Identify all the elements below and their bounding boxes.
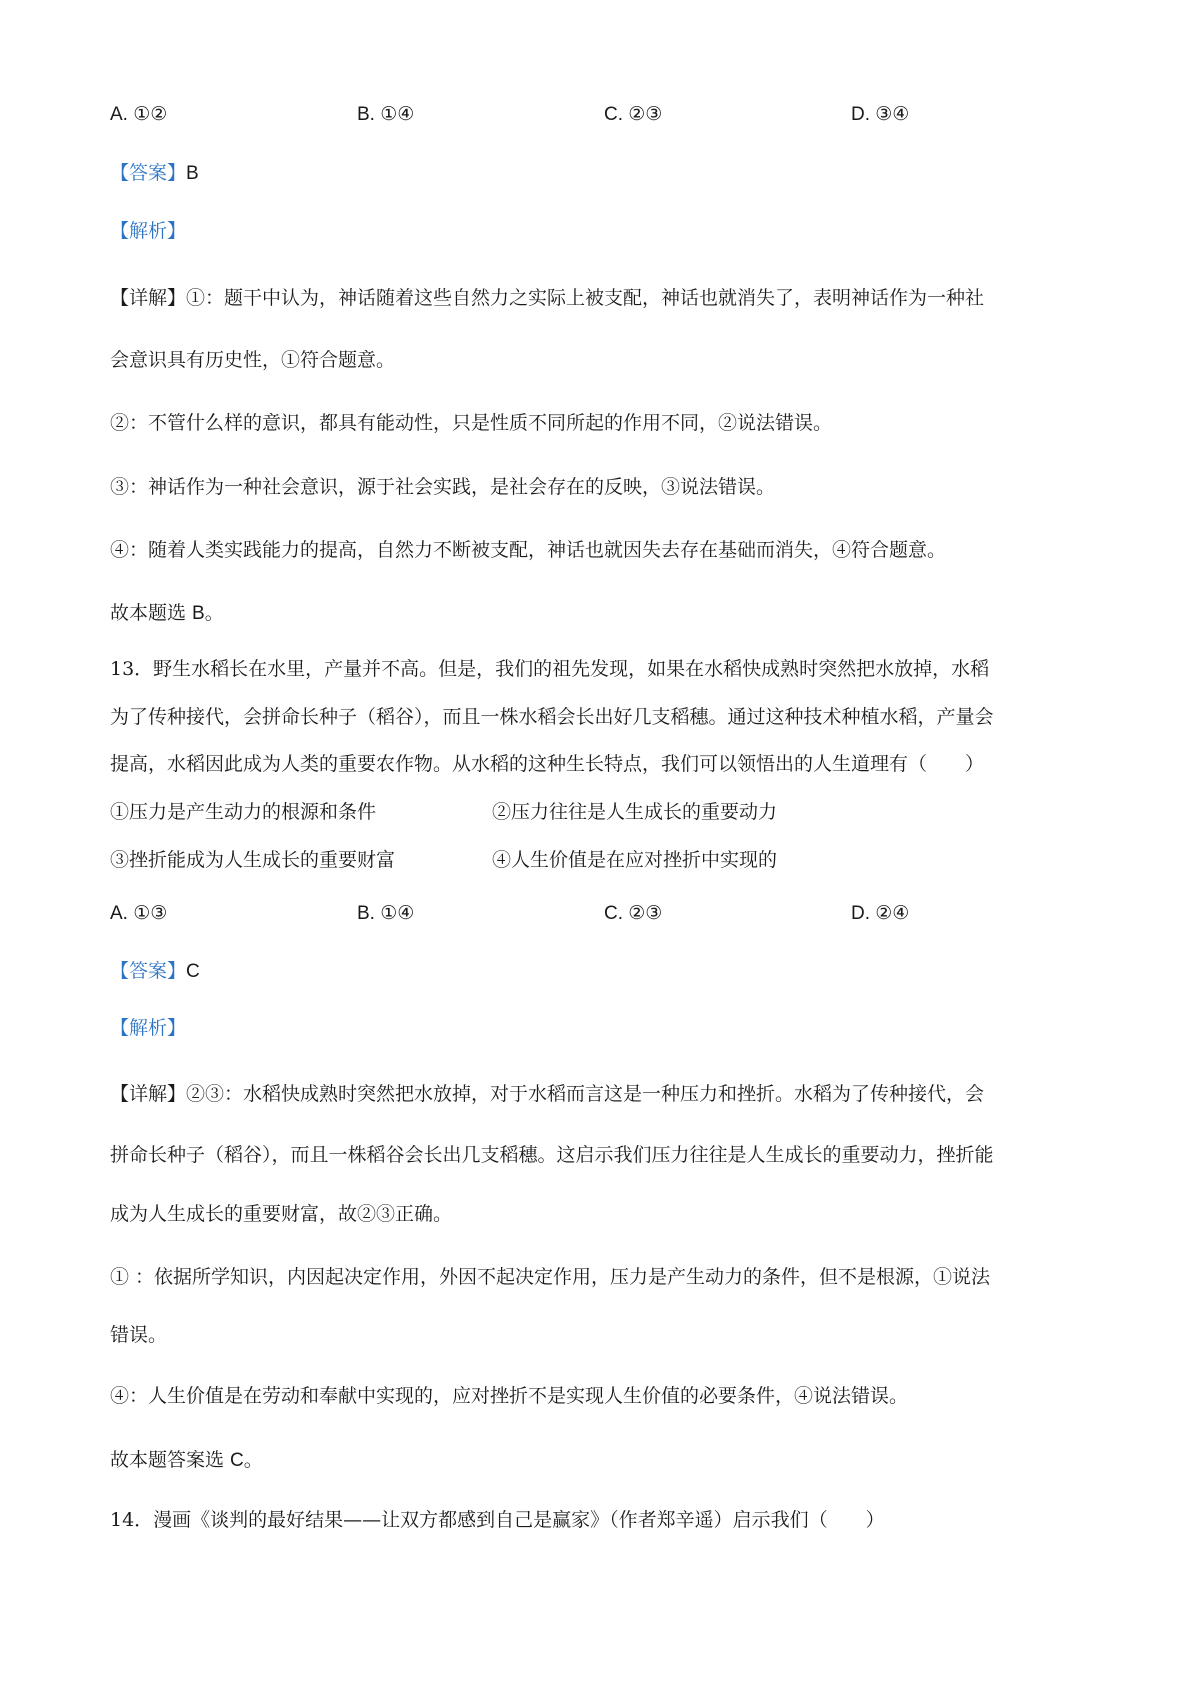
conclusion-text: 故本题答案选 [110, 1449, 231, 1471]
q13-answer [110, 958, 1110, 985]
q12-detail-line: ②：不管什么样的意识，都具有能动性，只是性质不同所起的作用不同，②说法错误。 [110, 412, 833, 434]
answer-tag: 【答案】 [110, 960, 187, 982]
q13-statement-1: ①压力是产生动力的根源和条件 [110, 801, 377, 823]
q13-option-d: D. ②④ [851, 903, 910, 924]
q12-conclusion [110, 600, 1110, 627]
q13-statement-2: ②压力往往是人生成长的重要动力 [492, 801, 778, 823]
q12-option-a: A. ①② [110, 104, 168, 125]
q13-stem-line: 提高，水稻因此成为人类的重要农作物。从水稻的这种生长特点，我们可以领悟出的人生道理有（ ） [110, 753, 985, 775]
detail-text: ①：题干中认为，神话随着这些自然力之实际上被支配，神话也就消失了，表明神话作为一种社 [186, 287, 985, 309]
q12-analysis-heading [110, 218, 1110, 244]
conclusion-period: 。 [243, 1449, 263, 1471]
conclusion-letter: C [230, 1450, 244, 1471]
q12-detail-line: ④：随着人类实践能力的提高，自然力不断被支配，神话也就因失去存在基础而消失，④符合题意。 [110, 539, 947, 561]
q12-option-b: B. ①④ [357, 104, 415, 125]
detail-tag: 【详解】 [110, 1083, 187, 1105]
q13-detail-line: 错误。 [110, 1324, 168, 1346]
q12-detail-line [110, 285, 1110, 311]
q13-detail-line: ① ：依据所学知识，内因起决定作用，外因不起决定作用，压力是产生动力的条件，但不是根源，①说法 [110, 1266, 991, 1288]
q13-analysis-heading [110, 1015, 1110, 1041]
q13-detail-line: 拼命长种子（稻谷），而且一株稻谷会长出几支稻穗。这启示我们压力往往是人生成长的重要动力，挫折能 [110, 1144, 994, 1166]
analysis-tag: 【解析】 [110, 220, 187, 242]
q12-answer [110, 160, 1110, 187]
detail-text: ②③：水稻快成熟时突然把水放掉，对于水稻而言这是一种压力和挫折。水稻为了传种接代，会 [186, 1083, 985, 1105]
q13-statement-4: ④人生价值是在应对挫折中实现的 [492, 849, 778, 871]
detail-tag: 【详解】 [110, 287, 187, 309]
q13-option-c: C. ②③ [604, 903, 663, 924]
q13-conclusion [110, 1447, 1110, 1474]
q12-option-d: D. ③④ [851, 104, 910, 125]
q13-option-a: A. ①③ [110, 903, 168, 924]
q13-detail-line: 成为人生成长的重要财富，故②③正确。 [110, 1203, 453, 1225]
conclusion-period: 。 [204, 602, 224, 624]
conclusion-letter: B [192, 603, 205, 624]
q13-option-b: B. ①④ [357, 903, 415, 924]
analysis-tag: 【解析】 [110, 1017, 187, 1039]
q12-option-c: C. ②③ [604, 104, 663, 125]
q12-detail-line: 会意识具有历史性，①符合题意。 [110, 349, 396, 371]
q13-statement-3: ③挫折能成为人生成长的重要财富 [110, 849, 396, 871]
q14-stem: 14．漫画《谈判的最好结果——让双方都感到自己是赢家》（作者郑辛遥）启示我们（ ） [110, 1509, 885, 1531]
conclusion-text: 故本题选 [110, 602, 193, 624]
q13-detail-line: ④：人生价值是在劳动和奉献中实现的，应对挫折不是实现人生价值的必要条件，④说法错误。 [110, 1385, 909, 1407]
q13-detail-line [110, 1081, 1110, 1107]
q12-detail-line: ③：神话作为一种社会意识，源于社会实践，是社会存在的反映，③说法错误。 [110, 476, 776, 498]
answer-letter: C [186, 961, 200, 982]
q13-stem-line: 为了传种接代，会拼命长种子（稻谷），而且一株水稻会长出好几支稻穗。通过这种技术种植水稻，产量会 [110, 706, 994, 728]
answer-letter: B [186, 163, 199, 184]
q13-stem-line: 13．野生水稻长在水里，产量并不高。但是，我们的祖先发现，如果在水稻快成熟时突然把水放掉，水稻 [110, 658, 990, 680]
answer-tag: 【答案】 [110, 162, 187, 184]
